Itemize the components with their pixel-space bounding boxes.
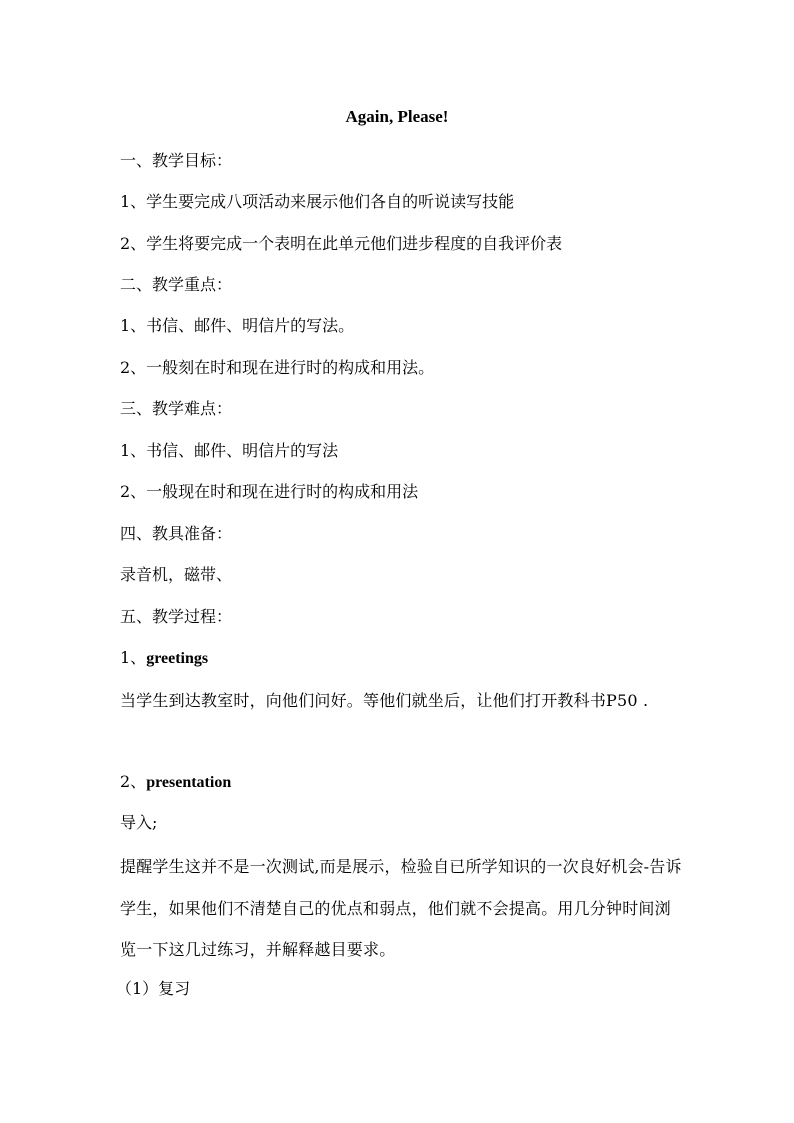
intro-paragraph: 提醒学生这并不是一次测试,而是展示，检验自已所学知识的一次良好机会-告诉学生，如果他们不清楚自己的优点和弱点，他们就不会提高。用几分钟时间浏览一下这几过练习，并解释越目要求。 [120,857,682,959]
intro-label: 导入; [120,813,158,832]
heading-process: 五、教学过程： [120,607,233,626]
document-title: Again, Please! [345,107,449,126]
materials-text: 录音机，磁带、 [120,565,233,584]
heading-teaching-goals: 一、教学目标： [120,151,233,170]
key-point-2: 2、一般刻在时和现在进行时的构成和用法。 [120,358,435,377]
step-1-text: 当学生到达教室时，向他们问好。等他们就坐后，让他们打开教科书P50 . [120,691,649,710]
key-point-1: 1、书信、邮件、明信片的写法。 [120,316,355,335]
step-2-label: presentation [146,774,232,791]
heading-materials: 四、教具准备： [120,524,233,543]
heading-difficulties: 三、教学难点： [120,399,233,418]
goal-item-2: 2、学生将要完成一个表明在此单元他们进步程度的自我评价表 [120,234,563,253]
difficulty-2: 2、一般现在时和现在进行时的构成和用法 [120,482,419,501]
step-2-heading [120,772,231,793]
difficulty-1: 1、书信、邮件、明信片的写法 [120,441,339,460]
step-1-label: greetings [146,650,209,667]
step-2-prefix: 2、 [120,772,147,791]
review-heading: （1）复习 [116,979,191,998]
step-1-heading [120,648,208,669]
goal-item-1: 1、学生要完成八项活动来展示他们各自的听说读写技能 [120,192,515,211]
step-1-prefix: 1、 [120,648,147,667]
heading-key-points: 二、教学重点： [120,275,233,294]
